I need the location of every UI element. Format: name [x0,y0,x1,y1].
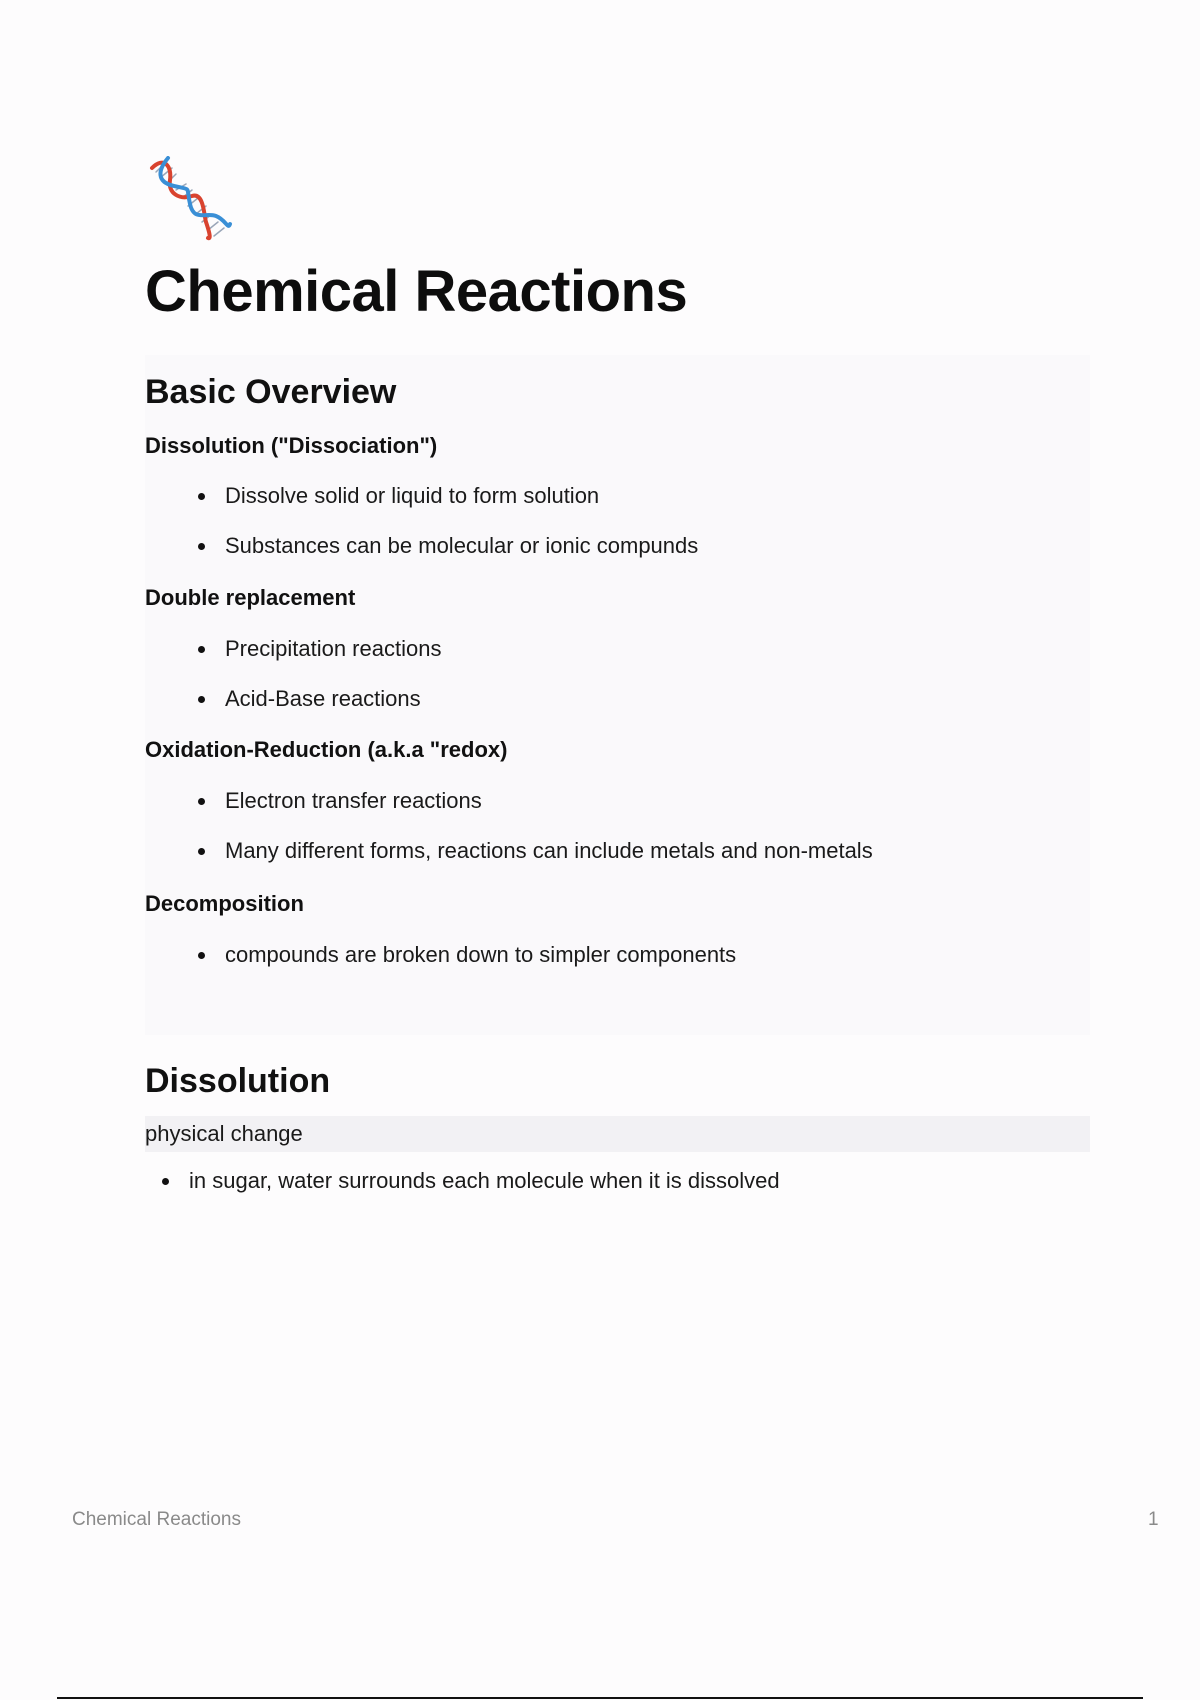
section-title-double-replacement: Double replacement [145,585,356,610]
bullet-icon [198,848,205,855]
list-item: Many different forms, reactions can include metals and non-metals [145,838,873,864]
bullet-icon [198,696,205,703]
list-item: Electron transfer reactions [145,788,482,814]
bullet-icon [198,952,205,959]
bullet-icon [198,646,205,653]
section-title-decomposition: Decomposition [145,891,304,916]
list-item: Acid-Base reactions [145,686,421,712]
redox-list [145,788,482,814]
page-title: Chemical Reactions [145,259,688,324]
callout-physical-change: physical change [145,1116,1090,1152]
dissolution-list [145,533,698,559]
section-title-dissolution: Dissolution ("Dissociation") [145,433,438,458]
decomposition-list [145,942,736,968]
list-item: Substances can be molecular or ionic compunds [145,533,698,559]
list-item: Precipitation reactions [145,636,441,662]
bullet-icon [198,543,205,550]
dissolution-heading: Dissolution [145,1062,331,1100]
double-replacement-list [145,686,421,712]
bullet-icon [198,798,205,805]
dissolution-list [145,483,599,509]
list-item: compounds are broken down to simpler components [145,942,736,968]
bullet-icon [198,493,205,500]
section-title-redox: Oxidation-Reduction (a.k.a "redox) [145,737,508,762]
list-item: Dissolve solid or liquid to form solution [145,483,599,509]
page-divider [57,1697,1143,1699]
bullet-icon [162,1178,169,1185]
page-number: 1 [1148,1509,1159,1530]
overview-heading: Basic Overview [145,373,397,411]
overview-block [145,355,1090,1035]
dna-icon[interactable] [146,156,236,246]
footer-title: Chemical Reactions [72,1509,241,1530]
double-replacement-list [145,636,441,662]
list-item [145,1168,780,1194]
redox-list [145,838,873,864]
list-item-text: in sugar, water surrounds each molecule when it is dissolved [189,1168,780,1193]
